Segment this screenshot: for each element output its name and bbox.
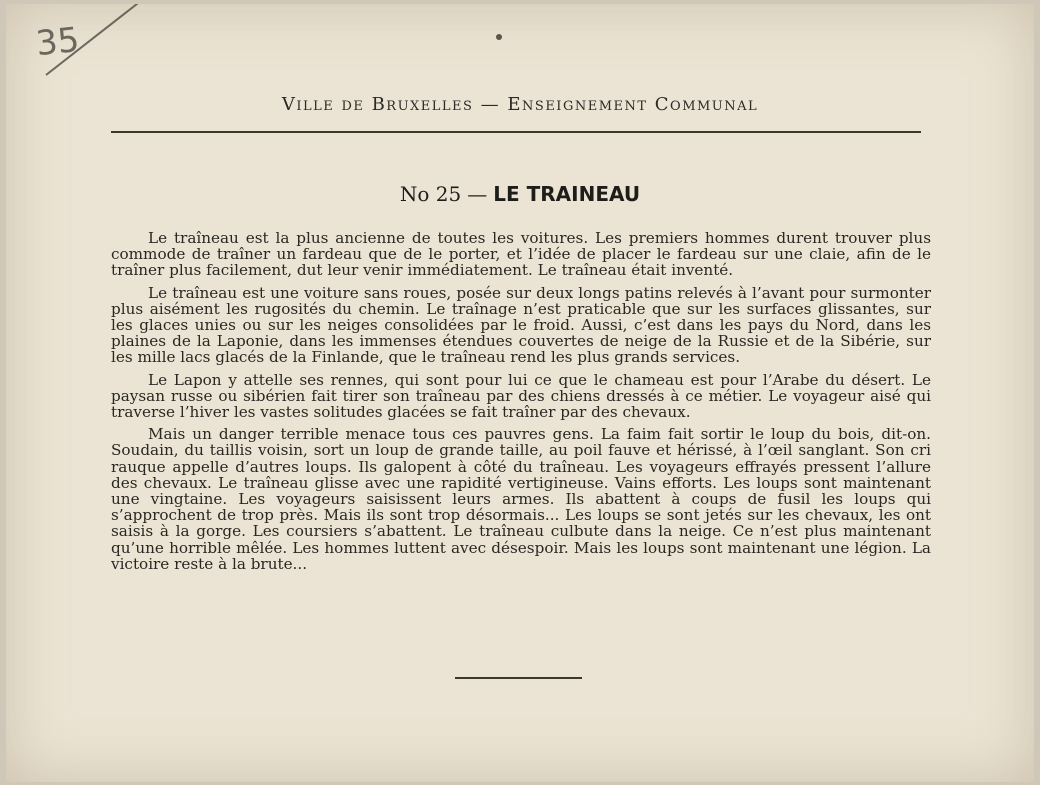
paragraph-1: Le traîneau est la plus ancienne de toutes les voitures. Les premiers hommes durent trouver plus commode de traîner un fardeau que de le porter, et l’idée de placer le fardeau sur une claie, afin de le traîner plus facilement, dut leur venir immédiatement. Le traîneau était inventé. [111, 229, 931, 280]
header-rule [111, 131, 921, 133]
title-number: No 25 [399, 182, 462, 206]
title-name: LE TRAINEAU [493, 182, 641, 206]
closing-rule [455, 677, 582, 679]
punch-mark [496, 34, 502, 40]
title-dash: — [467, 182, 488, 206]
document-card [6, 4, 1034, 782]
pencil-annotation: 35 [34, 19, 82, 65]
paragraph-4: Mais un danger terrible menace tous ces pauvres gens. La faim fait sortir le loup du bois, dit-on. Soudain, du taillis voisin, sort un loup de grande taille, au poil fauve et hérissé, à l’œil sanglant. Son cri rauque appelle d’autres loups. Ils galopent à côté du traîneau. Les voyageurs effrayés pressent l’allure des chevaux. Le traîneau glisse avec une rapidité vertigineuse. Vains efforts. Les loups sont maintenant une vingtaine. Les voyageurs saisissent leurs armes. Ils abattent à coups de fusil les loups qui s’approchent de trop près. Mais ils sont trop désormais... Les loups se sont jetés sur les chevaux, les ont saisis à la gorge. Les coursiers s’abattent. Le traîneau culbute dans la neige. Ce n’est plus maintenant qu’une horrible mêlée. Les hommes luttent avec désespoir. Mais les loups sont maintenant une légion. La victoire reste à la brute... [111, 425, 931, 573]
body-text [111, 230, 931, 578]
paragraph-2: Le traîneau est une voiture sans roues, posée sur deux longs patins relevés à l’avant pour surmonter plus aisément les rugosités du chemin. Le traînage n’est praticable que sur les surfaces glissantes, sur les glaces unies ou sur les neiges consolidées par le froid. Aussi, c’est dans les pays du Nord, dans les plaines de la Laponie, dans les immenses étendues couvertes de neige de la Russie et de la Sibérie, sur les mille lacs glacés de la Finlande, que le traîneau rend les plus grands services. [111, 283, 931, 367]
institution-header: Ville de Bruxelles — Enseignement Communal [281, 94, 759, 115]
paragraph-3: Le Lapon y attelle ses rennes, qui sont pour lui ce que le chameau est pour l’Arabe du désert. Le paysan russe ou sibérien fait tirer son traîneau par des chiens dressés à ce métier. Le voyageur aisé qui traverse l’hiver les vastes solitudes glacées se fait traîner par des chevaux. [111, 370, 931, 422]
document-title [6, 182, 1034, 206]
